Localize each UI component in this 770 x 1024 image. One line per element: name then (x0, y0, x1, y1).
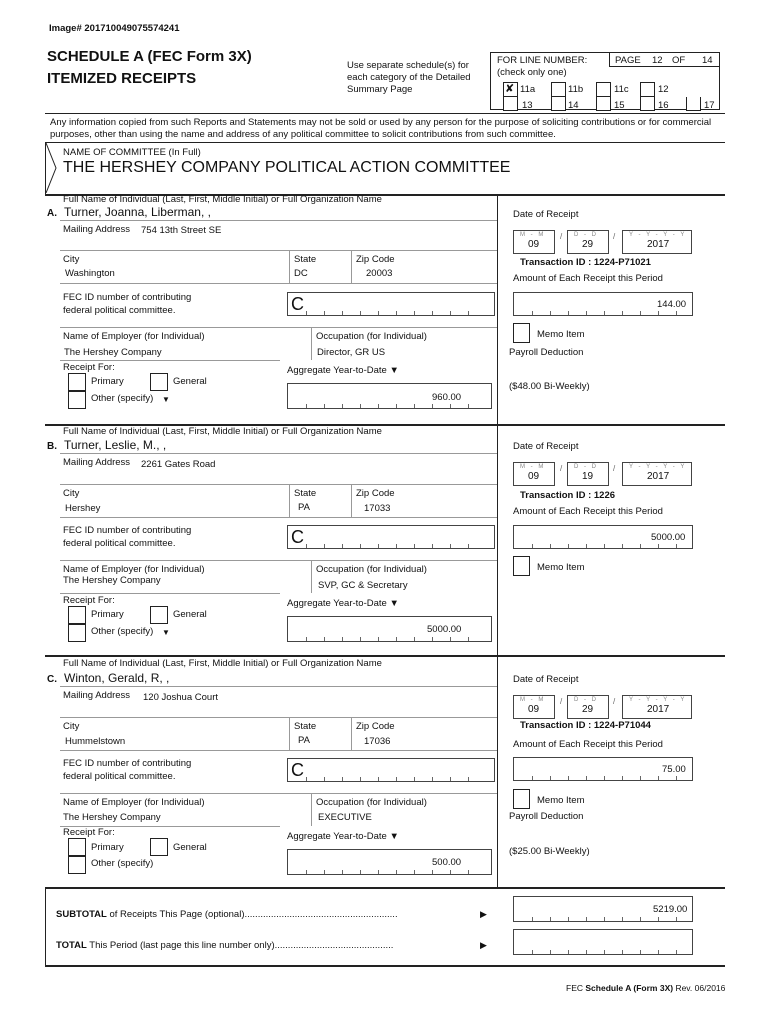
other-checkbox[interactable] (68, 391, 86, 409)
employer-label: Name of Employer (for Individual) (63, 331, 205, 342)
field-tick (640, 544, 641, 548)
yyyy-hint: Y - Y - Y - Y (629, 697, 687, 703)
field-tick (450, 311, 451, 315)
mm-hint: M - M (520, 232, 546, 238)
mailing-address-label: Mailing Address (63, 690, 131, 701)
subtotal-label (56, 909, 398, 920)
field-tick (432, 637, 433, 641)
line-number-label: FOR LINE NUMBER: (497, 55, 588, 66)
year-field[interactable] (622, 230, 692, 254)
date-slash: / (613, 697, 616, 706)
amount-value: 75.00 (662, 764, 686, 775)
field-tick (432, 404, 433, 408)
subtotal-label-bold: SUBTOTAL (56, 909, 107, 920)
line-16-checkbox[interactable] (640, 97, 655, 111)
day-field[interactable] (567, 230, 609, 254)
field-tick (604, 544, 605, 548)
contributor-name: Winton, Gerald, R, , (64, 671, 170, 685)
field-tick (658, 544, 659, 548)
field-tick (432, 870, 433, 874)
line-16-label: 16 (658, 100, 669, 111)
mailing-address: 754 13th Street SE (141, 225, 222, 236)
month-value: 09 (528, 239, 540, 250)
contributor-name: Turner, Joanna, Liberman, , (64, 205, 211, 219)
date-of-receipt-label: Date of Receipt (513, 441, 579, 452)
field-tick (622, 917, 623, 921)
day-field[interactable] (567, 462, 609, 486)
city-value: Washington (65, 268, 115, 279)
check-only-one: (check only one) (497, 67, 567, 78)
line-12-label: 12 (658, 84, 669, 95)
day-value: 29 (582, 704, 594, 715)
other-label: Other (specify) (91, 626, 154, 637)
day-field[interactable] (567, 695, 609, 719)
memo-text: Payroll Deduction (509, 347, 584, 358)
other-label: Other (specify) (91, 858, 154, 869)
aggregate-value: 500.00 (432, 857, 462, 868)
dd-hint: D - D (574, 697, 598, 703)
field-tick (450, 544, 451, 548)
field-tick (604, 950, 605, 954)
field-tick (532, 917, 533, 921)
field-tick (586, 917, 587, 921)
city-label: City (63, 488, 80, 499)
field-tick (550, 950, 551, 954)
memo-checkbox[interactable] (513, 556, 530, 576)
field-tick (378, 544, 379, 548)
footer-form-name: Schedule A (Form 3X) (585, 983, 674, 993)
field-tick (378, 870, 379, 874)
state-value: PA (298, 735, 310, 746)
field-tick (342, 637, 343, 641)
other-arrow-icon: ▼ (162, 395, 170, 404)
field-tick (658, 311, 659, 315)
general-checkbox[interactable] (150, 838, 168, 856)
zip-value: 20003 (366, 268, 393, 279)
field-tick (604, 917, 605, 921)
field-tick (306, 311, 307, 315)
occupation-value: Director, GR US (317, 347, 386, 358)
general-label: General (173, 609, 207, 620)
field-tick (378, 311, 379, 315)
city-value: Hershey (65, 503, 101, 514)
field-tick (550, 544, 551, 548)
other-label: Other (specify) (91, 393, 154, 404)
fec-id-prefix: C (291, 760, 304, 780)
aggregate-label: Aggregate Year-to-Date ▼ (287, 598, 399, 609)
field-tick (676, 544, 677, 548)
field-tick (396, 870, 397, 874)
field-tick (532, 776, 533, 780)
field-tick (414, 777, 415, 781)
field-tick (622, 950, 623, 954)
field-tick (414, 637, 415, 641)
field-tick (532, 311, 533, 315)
field-tick (450, 404, 451, 408)
field-tick (658, 776, 659, 780)
fec-id-prefix: C (291, 294, 304, 314)
field-tick (360, 404, 361, 408)
field-tick (676, 311, 677, 315)
month-value: 09 (528, 471, 540, 482)
line-15-label: 15 (614, 100, 625, 111)
total-label-bold: TOTAL (56, 940, 87, 951)
transaction-id: Transaction ID : 1224-P71044 (520, 720, 651, 731)
year-value: 2017 (647, 704, 670, 715)
aggregate-label: Aggregate Year-to-Date ▼ (287, 831, 399, 842)
line-12-checkbox[interactable] (640, 82, 655, 97)
footer-revision: Rev. 06/2016 (673, 983, 726, 993)
field-tick (640, 311, 641, 315)
amount-value: 5000.00 (651, 532, 686, 543)
full-name-label: Full Name of Individual (Last, First, Middle Initial) or Full Organization Name (63, 194, 382, 205)
line-17-label: 17 (704, 100, 715, 111)
full-name-label: Full Name of Individual (Last, First, Middle Initial) or Full Organization Name (63, 658, 382, 669)
itemized-receipts-title: ITEMIZED RECEIPTS (47, 70, 197, 87)
field-tick (468, 637, 469, 641)
field-tick (532, 950, 533, 954)
fec-id-input[interactable] (287, 292, 495, 316)
field-tick (306, 870, 307, 874)
field-tick (586, 950, 587, 954)
mailing-address: 2261 Gates Road (141, 459, 216, 470)
field-tick (622, 776, 623, 780)
field-tick (450, 777, 451, 781)
fec-id-label-2: federal political committee. (63, 538, 176, 549)
aggregate-input[interactable] (287, 383, 492, 409)
aggregate-value: 960.00 (432, 392, 462, 403)
other-checkbox[interactable] (68, 856, 86, 874)
amount-label: Amount of Each Receipt this Period (513, 506, 663, 517)
fec-id-label: FEC ID number of contributing (63, 758, 192, 769)
month-field[interactable] (513, 462, 555, 486)
year-value: 2017 (647, 471, 670, 482)
field-tick (432, 777, 433, 781)
state-value: DC (294, 268, 308, 279)
field-tick (550, 917, 551, 921)
fec-id-input[interactable] (287, 525, 495, 549)
primary-label: Primary (91, 376, 124, 387)
zip-value: 17033 (364, 503, 391, 514)
field-tick (676, 950, 677, 954)
field-tick (586, 544, 587, 548)
memo-label: Memo Item (537, 795, 585, 806)
field-tick (658, 950, 659, 954)
field-tick (306, 637, 307, 641)
line-13-checkbox[interactable] (503, 97, 518, 111)
employer-value: The Hershey Company (63, 575, 161, 586)
line-13-label: 13 (522, 100, 533, 111)
line-11b-checkbox[interactable] (551, 82, 566, 97)
line-11a-label: 11a (520, 84, 536, 95)
field-tick (342, 870, 343, 874)
mailing-address: 120 Joshua Court (143, 692, 218, 703)
year-field[interactable] (622, 462, 692, 486)
aggregate-label: Aggregate Year-to-Date ▼ (287, 365, 399, 376)
other-checkbox[interactable] (68, 624, 86, 642)
field-tick (324, 777, 325, 781)
field-tick (414, 870, 415, 874)
page-label: PAGE (615, 55, 641, 66)
field-tick (432, 544, 433, 548)
total-label (56, 940, 393, 951)
date-slash: / (613, 232, 616, 241)
aggregate-value: 5000.00 (427, 624, 462, 635)
field-tick (468, 544, 469, 548)
zip-label: Zip Code (356, 254, 395, 265)
subtotal-value: 5219.00 (653, 904, 688, 915)
field-tick (568, 950, 569, 954)
line-17-checkbox[interactable] (686, 97, 701, 111)
committee-label: NAME OF COMMITTEE (In Full) (63, 147, 201, 158)
zip-value: 17036 (364, 736, 391, 747)
primary-checkbox[interactable] (68, 838, 86, 856)
receipt-for-label: Receipt For: (63, 362, 115, 373)
city-label: City (63, 721, 80, 732)
field-tick (324, 544, 325, 548)
committee-bracket-icon (44, 143, 60, 193)
field-tick (414, 404, 415, 408)
field-tick (396, 404, 397, 408)
state-label: State (294, 488, 317, 499)
field-tick (568, 311, 569, 315)
month-field[interactable] (513, 230, 555, 254)
field-tick (306, 404, 307, 408)
field-tick (360, 311, 361, 315)
memo-checkbox[interactable] (513, 323, 530, 343)
state-value: PA (298, 502, 310, 513)
yyyy-hint: Y - Y - Y - Y (629, 464, 687, 470)
field-tick (306, 777, 307, 781)
aggregate-input[interactable] (287, 849, 492, 875)
field-tick (468, 777, 469, 781)
field-tick (360, 637, 361, 641)
memo-note: ($48.00 Bi-Weekly) (509, 381, 590, 392)
field-tick (586, 311, 587, 315)
page-total: 14 (702, 55, 713, 66)
occupation-value: SVP, GC & Secretary (318, 580, 408, 591)
committee-name: THE HERSHEY COMPANY POLITICAL ACTION COMMITTEE (63, 159, 511, 176)
field-tick (622, 544, 623, 548)
line-14-label: 14 (568, 100, 579, 111)
mm-hint: M - M (520, 697, 546, 703)
footer-prefix: FEC (566, 983, 586, 993)
receipt-for-label: Receipt For: (63, 595, 115, 606)
contributor-name: Turner, Leslie, M., , (64, 438, 167, 452)
transaction-id: Transaction ID : 1226 (520, 490, 616, 501)
memo-text: Payroll Deduction (509, 811, 584, 822)
field-tick (342, 544, 343, 548)
line-14-checkbox[interactable] (551, 97, 566, 111)
field-tick (450, 870, 451, 874)
total-input[interactable] (513, 929, 693, 955)
fec-id-label-2: federal political committee. (63, 305, 176, 316)
field-tick (468, 311, 469, 315)
receipt-for-label: Receipt For: (63, 827, 115, 838)
primary-label: Primary (91, 842, 124, 853)
schedule-title: SCHEDULE A (FEC Form 3X) (47, 48, 252, 65)
line-11a-checkbox[interactable] (503, 82, 518, 97)
field-tick (568, 544, 569, 548)
zip-label: Zip Code (356, 488, 395, 499)
yyyy-hint: Y - Y - Y - Y (629, 232, 687, 238)
transaction-id: Transaction ID : 1224-P71021 (520, 257, 651, 268)
of-label: OF (672, 55, 686, 66)
field-tick (324, 311, 325, 315)
field-tick (676, 917, 677, 921)
fec-id-label: FEC ID number of contributing (63, 292, 192, 303)
amount-value: 144.00 (657, 299, 687, 310)
field-tick (586, 776, 587, 780)
full-name-label: Full Name of Individual (Last, First, Middle Initial) or Full Organization Name (63, 426, 382, 437)
general-checkbox[interactable] (150, 606, 168, 624)
employer-label: Name of Employer (for Individual) (63, 564, 205, 575)
entry-letter: A. (47, 208, 57, 219)
field-tick (324, 404, 325, 408)
field-tick (342, 404, 343, 408)
field-tick (658, 917, 659, 921)
occupation-label: Occupation (for Individual) (316, 331, 427, 342)
memo-label: Memo Item (537, 562, 585, 573)
line-11c-checkbox[interactable] (596, 82, 611, 97)
field-tick (568, 776, 569, 780)
employer-value: The Hershey Company (63, 812, 161, 823)
field-tick (640, 917, 641, 921)
date-of-receipt-label: Date of Receipt (513, 209, 579, 220)
field-tick (622, 311, 623, 315)
dd-hint: D - D (574, 232, 598, 238)
field-tick (360, 544, 361, 548)
primary-checkbox[interactable] (68, 373, 86, 391)
other-arrow-icon: ▼ (162, 628, 170, 637)
date-slash: / (560, 464, 563, 473)
zip-label: Zip Code (356, 721, 395, 732)
day-value: 29 (582, 239, 594, 250)
field-tick (324, 870, 325, 874)
state-label: State (294, 254, 317, 265)
field-tick (640, 776, 641, 780)
page-number: 12 (652, 55, 663, 66)
date-slash: / (560, 697, 563, 706)
field-tick (468, 870, 469, 874)
month-field[interactable] (513, 695, 555, 719)
memo-label: Memo Item (537, 329, 585, 340)
amount-label: Amount of Each Receipt this Period (513, 273, 663, 284)
field-tick (414, 311, 415, 315)
field-tick (360, 777, 361, 781)
city-value: Hummelstown (65, 736, 126, 747)
field-tick (604, 776, 605, 780)
field-tick (360, 870, 361, 874)
line-11b-label: 11b (568, 84, 584, 95)
amount-label: Amount of Each Receipt this Period (513, 739, 663, 750)
total-arrow-icon: ▶ (480, 940, 487, 950)
memo-checkbox[interactable] (513, 789, 530, 809)
line-15-checkbox[interactable] (596, 97, 611, 111)
city-label: City (63, 254, 80, 265)
occupation-value: EXECUTIVE (318, 812, 372, 823)
entry-letter: B. (47, 441, 57, 452)
employer-value: The Hershey Company (64, 347, 162, 358)
date-slash: / (560, 232, 563, 241)
field-tick (550, 776, 551, 780)
mm-hint: M - M (520, 464, 546, 470)
date-slash: / (613, 464, 616, 473)
fec-id-prefix: C (291, 527, 304, 547)
occupation-label: Occupation (for Individual) (316, 564, 427, 575)
entry-letter: C. (47, 674, 57, 685)
field-tick (676, 776, 677, 780)
dd-hint: D - D (574, 464, 598, 470)
memo-note: ($25.00 Bi-Weekly) (509, 846, 590, 857)
field-tick (604, 311, 605, 315)
line-11c-label: 11c (614, 84, 629, 95)
year-field[interactable] (622, 695, 692, 719)
field-tick (396, 311, 397, 315)
field-tick (450, 637, 451, 641)
field-tick (324, 637, 325, 641)
total-label-rest: This Period (last page this line number only)............................................. (86, 940, 394, 951)
year-value: 2017 (647, 239, 670, 250)
employer-label: Name of Employer (for Individual) (63, 797, 205, 808)
general-label: General (173, 376, 207, 387)
fec-id-label-2: federal political committee. (63, 771, 176, 782)
primary-label: Primary (91, 609, 124, 620)
field-tick (378, 404, 379, 408)
field-tick (414, 544, 415, 548)
occupation-label: Occupation (for Individual) (316, 797, 427, 808)
field-tick (550, 311, 551, 315)
field-tick (306, 544, 307, 548)
field-tick (396, 637, 397, 641)
general-checkbox[interactable] (150, 373, 168, 391)
field-tick (342, 311, 343, 315)
field-tick (378, 637, 379, 641)
mailing-address-label: Mailing Address (63, 224, 131, 235)
check-mark-icon: ✘ (505, 82, 515, 95)
form-footer (566, 983, 725, 993)
field-tick (432, 311, 433, 315)
subtotal-label-rest: of Receipts This Page (optional).......................................................... (106, 909, 398, 920)
general-label: General (173, 842, 207, 853)
field-tick (396, 777, 397, 781)
field-tick (468, 404, 469, 408)
month-value: 09 (528, 704, 540, 715)
image-id: Image# 201710049075574241 (49, 23, 180, 34)
field-tick (532, 544, 533, 548)
field-tick (378, 777, 379, 781)
field-tick (342, 777, 343, 781)
fec-id-label: FEC ID number of contributing (63, 525, 192, 536)
disclaimer: Any information copied from such Reports and Statements may not be sold or used by any person for the purpose of soliciting contributions or for commercial purposes, other than using the name and address of any political committee to solicit contributions from such committee. (50, 117, 712, 140)
date-of-receipt-label: Date of Receipt (513, 674, 579, 685)
primary-checkbox[interactable] (68, 606, 86, 624)
field-tick (640, 950, 641, 954)
day-value: 19 (582, 471, 594, 482)
field-tick (568, 917, 569, 921)
subtotal-arrow-icon: ▶ (480, 909, 487, 919)
separate-schedule-note: Use separate schedule(s) for each category of the Detailed Summary Page (347, 60, 471, 95)
field-tick (396, 544, 397, 548)
mailing-address-label: Mailing Address (63, 457, 131, 468)
fec-id-input[interactable] (287, 758, 495, 782)
state-label: State (294, 721, 317, 732)
